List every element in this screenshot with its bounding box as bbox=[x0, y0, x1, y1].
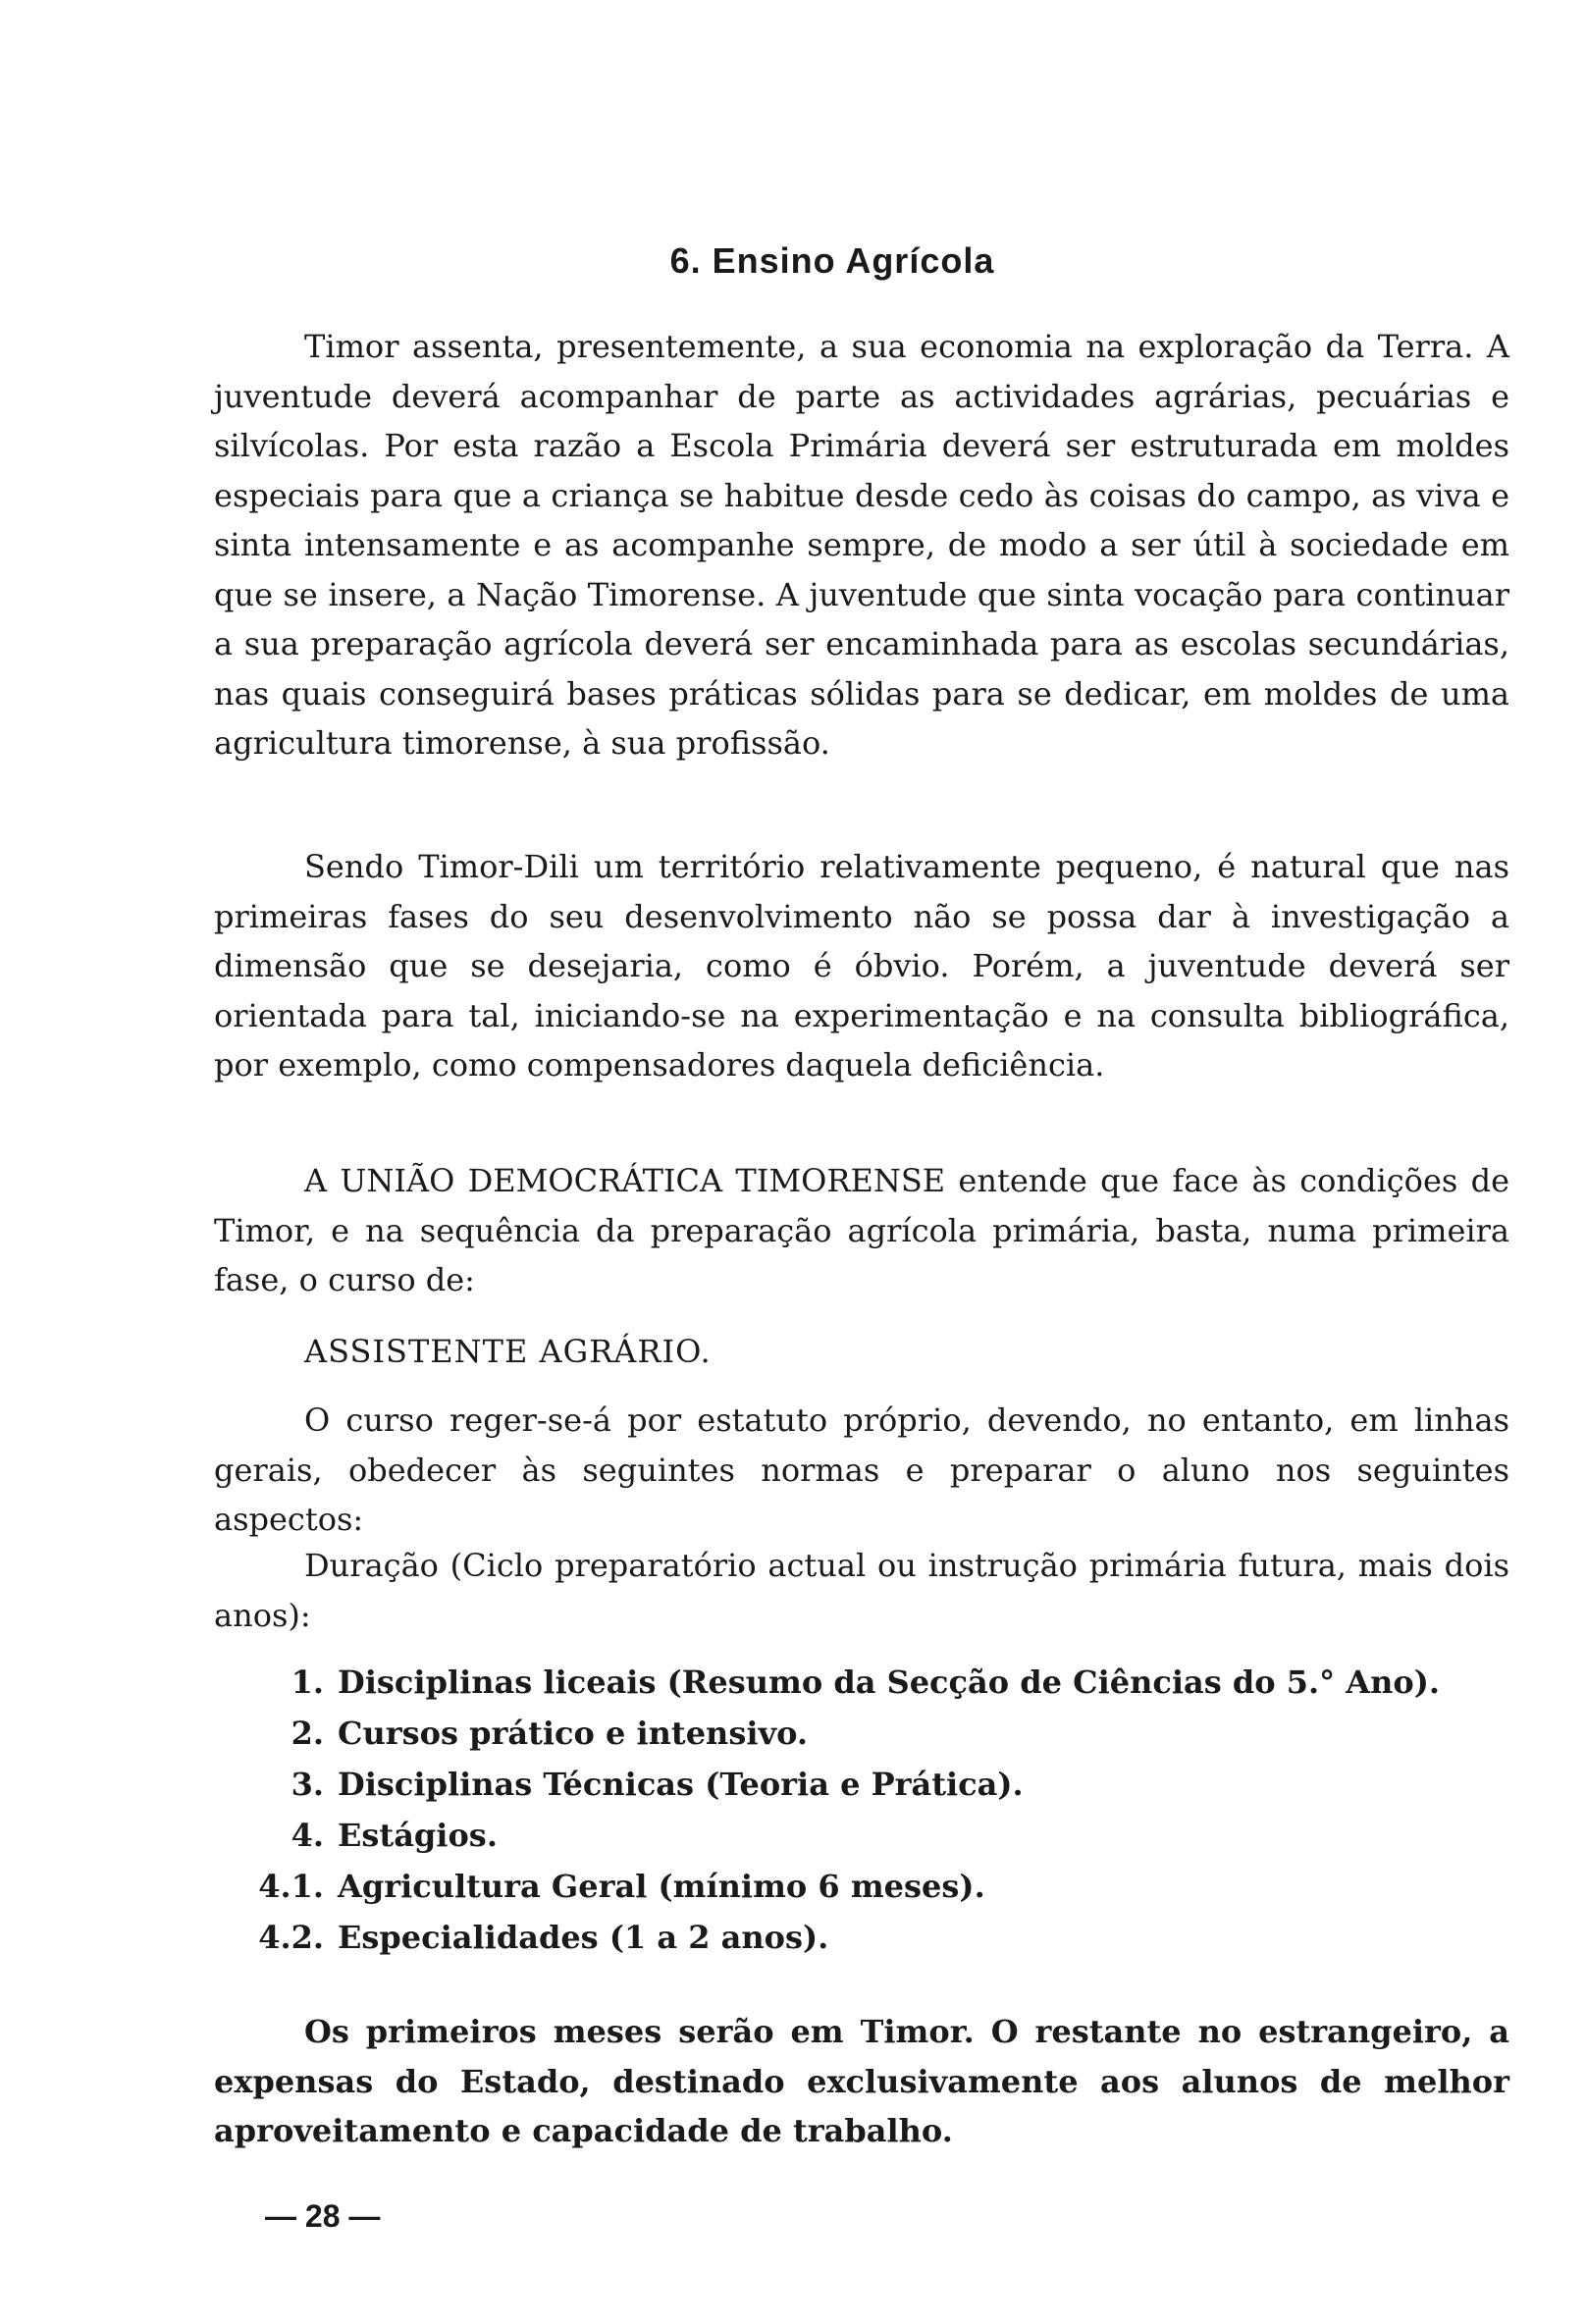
list-item bbox=[255, 1708, 1492, 1759]
course-title: ASSISTENTE AGRÁRIO. bbox=[304, 1333, 712, 1370]
paragraph-abroad-training: Os primeiros meses serão em Timor. O restante no estrangeiro, a expensas do Estado, destinado exclusivamente aos alunos de melhor aproveitamento e capacidade de trabalho. bbox=[214, 2013, 1509, 2149]
list-item-number: 4.2. bbox=[258, 1919, 324, 1956]
page-number: — 28 — bbox=[265, 2198, 381, 2234]
list-item bbox=[255, 1810, 1492, 1861]
paragraph-timor-economy: Timor assenta, presentemente, a sua economia na exploração da Terra. A juventude deverá acompanhar de parte as actividades agrárias, pecuárias e silvícolas. Por esta razão a Escola Primária deverá ser estruturada em moldes especiais para que a criança se habitue desde cedo às coisas do campo, as viva e sinta intensamente e as acompanhe sempre, de modo a ser útil à sociedade em que se insere, a Nação Timorense. A juventude que sinta vocação para continuar a sua preparação agrícola deverá ser encaminhada para as escolas secundárias, nas quais conseguirá bases práticas sólidas para se dedicar, em moldes de uma agricultura timorense, à sua profissão. bbox=[214, 328, 1509, 762]
list-item-text: Disciplinas liceais (Resumo da Secção de Ciências do 5.° Ano). bbox=[338, 1664, 1441, 1701]
list-item-number: 4. bbox=[291, 1817, 324, 1854]
list-item bbox=[255, 1657, 1492, 1708]
list-item bbox=[255, 1912, 1492, 1963]
list-item-number: 4.1. bbox=[258, 1868, 324, 1905]
paragraph-duration: Duração (Ciclo preparatório actual ou instrução primária futura, mais dois anos): bbox=[214, 1547, 1509, 1634]
list-item-text: Estágios. bbox=[338, 1817, 498, 1854]
list-item-number: 1. bbox=[291, 1664, 324, 1701]
paragraph-investigation: Sendo Timor-Dili um território relativamente pequeno, é natural que nas primeiras fases do seu desenvolvimento não se possa dar à investigação a dimensão que se desejaria, como é óbvio. Porém, a juventude deverá ser orientada para tal, iniciando-se na experimentação e na consulta bibliográfica, por exemplo, como compensadores daquela deficiência. bbox=[214, 848, 1509, 1083]
section-heading: 6. Ensino Agrícola bbox=[669, 240, 995, 281]
paragraph-udt-statement: A UNIÃO DEMOCRÁTICA TIMORENSE entende que face às condições de Timor, e na sequência da preparação agrícola primária, basta, numa primeira fase, o curso de: bbox=[214, 1162, 1509, 1298]
list-item-text: Agricultura Geral (mínimo 6 meses). bbox=[338, 1868, 985, 1905]
list-item bbox=[255, 1759, 1492, 1810]
list-item-text: Cursos prático e intensivo. bbox=[338, 1715, 808, 1752]
list-item-number: 3. bbox=[291, 1766, 324, 1803]
list-item-number: 2. bbox=[291, 1715, 324, 1752]
list-item bbox=[255, 1861, 1492, 1912]
list-item-text: Disciplinas Técnicas (Teoria e Prática). bbox=[338, 1766, 1024, 1803]
paragraph-course-rules: O curso reger-se-á por estatuto próprio, devendo, no entanto, em linhas gerais, obedecer às seguintes normas e preparar o aluno nos seguintes aspectos: bbox=[214, 1401, 1509, 1538]
course-structure-list bbox=[255, 1657, 1492, 1963]
list-item-text: Especialidades (1 a 2 anos). bbox=[338, 1919, 829, 1956]
